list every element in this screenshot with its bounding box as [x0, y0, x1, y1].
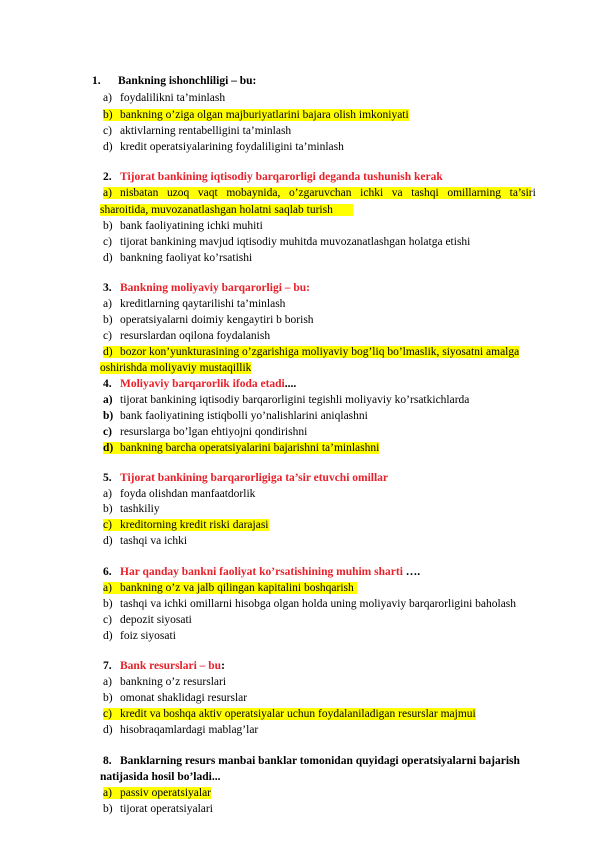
option-7d: d) hisobraqamlardagi mablag’lar: [103, 724, 259, 736]
option-5d: d) tashqi va ichki: [103, 535, 188, 547]
option-4d: d) bankning barcha operatsiyalarini bajarishni ta’minlashni: [103, 442, 380, 454]
question-title: Bank resurslari – bu: [120, 660, 222, 672]
question-title: Har qanday bankni faoliyat ko’rsatishining muhim sharti: [120, 566, 403, 578]
question-title: Bankning moliyaviy barqarorligi – bu:: [120, 282, 311, 294]
option-2a: a) nisbatan uzoq vaqt mobaynida, o’zgaruvchan ichki va tashqi omillarning ta’siri: [103, 187, 536, 199]
option-7c: c) kredit va boshqa aktiv operatsiyalar uchun foydalaniladigan resurslar majmui: [103, 708, 476, 720]
option-5b: b) tashkiliy: [103, 503, 160, 515]
question-7: 7. Bank resurslari – bu:: [103, 660, 225, 672]
option-6c: c) depozit siyosati: [103, 614, 192, 626]
question-8-cont: natijasida hosil bo’ladi...: [100, 771, 221, 783]
option-7a: a) bankning o’z resurslari: [103, 676, 227, 688]
option-3c: c) resurslardan oqilona foydalanish: [103, 330, 271, 342]
option-1b: b) bankning o’ziga olgan majburiyatlarini bajara olish imkoniyati: [103, 109, 409, 121]
question-title: Bankning ishonchliligi – bu:: [118, 75, 257, 87]
option-3a: a) kreditlarning qaytarilishi ta’minlash: [103, 298, 286, 310]
option-1d: d) kredit operatsiyalarining foydaliligini ta’minlash: [103, 141, 344, 153]
question-8: 8. Banklarning resurs manbai banklar tomonidan quyidagi operatsiyalarni bajarish: [103, 755, 520, 767]
option-2a-cont: sharoitida, muvozanatlashgan holatni saqlab turish: [100, 204, 353, 216]
question-1: [92, 75, 256, 87]
option-4b: b) bank faoliyatining istiqbolli yo’nalishlarini aniqlashni: [103, 410, 368, 422]
option-8a: a) passiv operatsiyalar: [103, 787, 212, 799]
option-2d: d) bankning faoliyat ko’rsatishi: [103, 252, 253, 264]
option-1c: c) aktivlarning rentabelligini ta’minlash: [103, 125, 292, 137]
question-5: 5. Tijorat bankining barqarorligiga ta’sir etuvchi omillar: [103, 472, 389, 484]
option-2c: c) tijorat bankining mavjud iqtisodiy muhitda muvozanatlashgan holatga etishi: [103, 236, 471, 248]
option-5a: a) foyda olishdan manfaatdorlik: [103, 488, 256, 500]
option-4a: a) tijorat bankining iqtisodiy barqarorligini tegishli moliyaviy ko’rsatkichlarda: [103, 394, 470, 406]
question-6: 6. Har qanday bankni faoliyat ko’rsatishining muhim sharti ….: [103, 566, 421, 578]
option-7b: b) omonat shaklidagi resurslar: [103, 692, 248, 704]
option-1a: a) foydalilikni ta’minlash: [103, 92, 226, 104]
question-2: 2. Tijorat bankining iqtisodiy barqarorligi deganda tushunish kerak: [103, 171, 443, 183]
question-title: Banklarning resurs manbai banklar tomonidan quyidagi operatsiyalarni bajarish: [120, 755, 520, 767]
question-number: 1.: [92, 75, 101, 87]
question-title: Tijorat bankining barqarorligiga ta’sir etuvchi omillar: [120, 472, 389, 484]
option-6d: d) foiz siyosati: [103, 630, 176, 642]
option-3b: b) operatsiyalarni doimiy kengaytiri b borish: [103, 314, 314, 326]
option-4c: c) resurslarga bo’lgan ehtiyojni qondirishni: [103, 426, 308, 438]
question-3: 3. Bankning moliyaviy barqarorligi – bu:: [103, 282, 311, 294]
option-8b: b) tijorat operatsiyalari: [103, 803, 213, 815]
question-title: Tijorat bankining iqtisodiy barqarorligi deganda tushunish kerak: [120, 171, 443, 183]
question-4: 4. Moliyaviy barqarorlik ifoda etadi....: [103, 378, 297, 390]
question-title: Moliyaviy barqarorlik ifoda etadi: [120, 378, 285, 390]
option-6a: a) bankning o’z va jalb qilingan kapitalini boshqarish: [103, 582, 357, 594]
option-2b: b) bank faoliyatining ichki muhiti: [103, 220, 263, 232]
option-3d-cont: oshirishda moliyaviy mustaqillik: [100, 362, 252, 374]
option-5c: c) kreditorning kredit riski darajasi: [103, 519, 269, 531]
option-6b: b) tashqi va ichki omillarni hisobga olgan holda uning moliyaviy barqarorligini baholash: [103, 598, 517, 610]
option-3d: d) bozor kon’yunkturasining o’zgarishiga moliyaviy bog’liq bo’lmaslik, siyosatni amalga: [103, 346, 520, 358]
